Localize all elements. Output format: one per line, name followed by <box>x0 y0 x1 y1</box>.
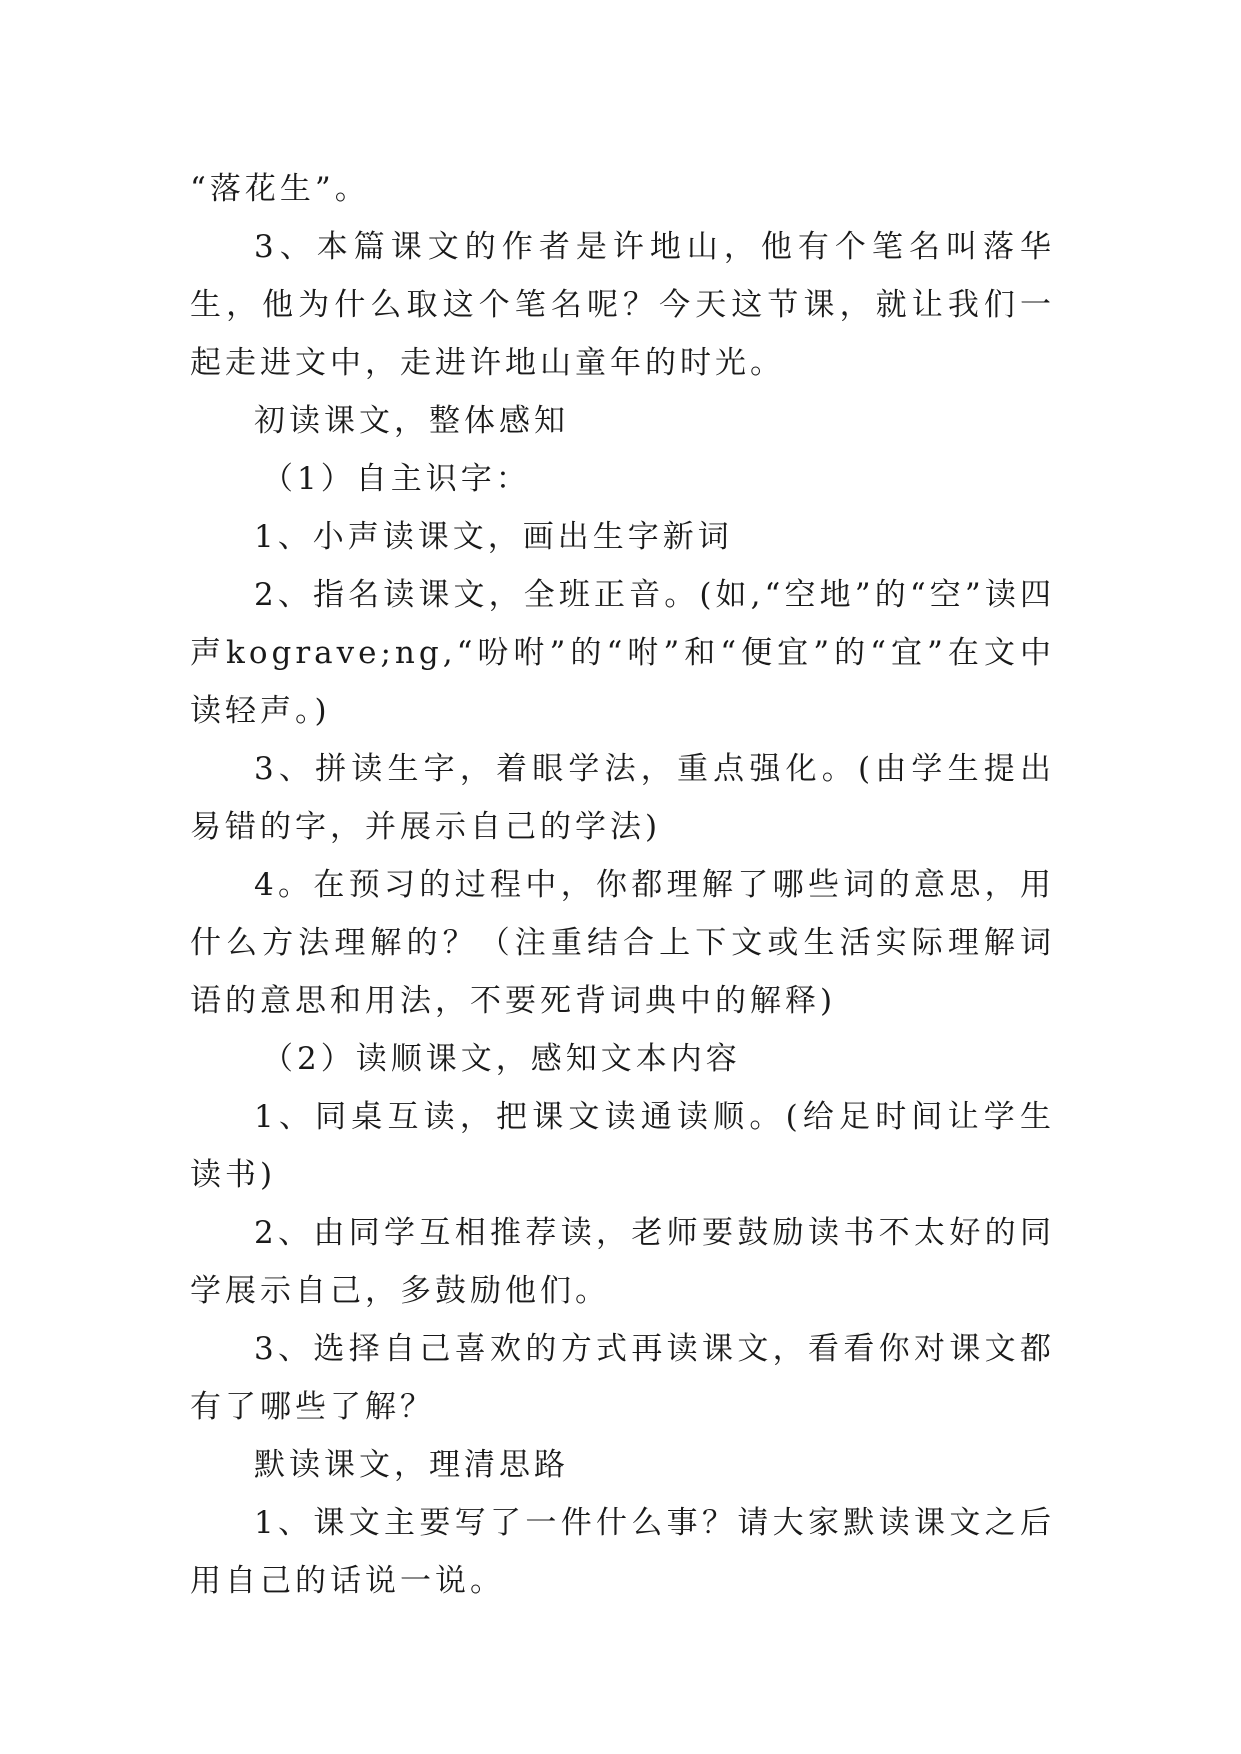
paragraph-step-1-4: 4。在预习的过程中，你都理解了哪些词的意思，用什么方法理解的？（注重结合上下文或生活实际理解词语的意思和用法，不要死背词典中的解释) <box>190 867 1055 1019</box>
document-body <box>190 160 1055 1610</box>
subheading-read-smoothly: （2）读顺课文，感知文本内容 <box>262 1041 741 1077</box>
section-heading-first-read: 初读课文，整体感知 <box>254 403 569 439</box>
subheading-self-literacy: （1）自主识字： <box>262 461 531 497</box>
paragraph-intro-3: 3、本篇课文的作者是许地山，他有个笔名叫落华生，他为什么取这个笔名呢？今天这节课，就让我们一起走进文中，走进许地山童年的时光。 <box>190 229 1055 381</box>
paragraph-continuation: “落花生”。 <box>190 171 370 207</box>
paragraph-step-1-3: 3、拼读生字，着眼学法，重点强化。(由学生提出易错的字，并展示自己的学法) <box>190 751 1055 845</box>
paragraph-step-1-1: 1、小声读课文，画出生字新词 <box>254 519 733 555</box>
paragraph-step-2-1: 1、同桌互读，把课文读通读顺。(给足时间让学生读书) <box>190 1099 1055 1193</box>
paragraph-step-3-1: 1、课文主要写了一件什么事？请大家默读课文之后用自己的话说一说。 <box>190 1505 1055 1599</box>
paragraph-step-2-2: 2、由同学互相推荐读，老师要鼓励读书不太好的同学展示自己，多鼓励他们。 <box>190 1215 1055 1309</box>
paragraph-step-2-3: 3、选择自己喜欢的方式再读课文，看看你对课文都有了哪些了解？ <box>190 1331 1055 1425</box>
section-heading-silent-read: 默读课文，理清思路 <box>254 1447 569 1483</box>
paragraph-step-1-2: 2、指名读课文，全班正音。(如,“空地”的“空”读四声kograve;ng,“吩咐”的“咐”和“便宜”的“宜”在文中读轻声。) <box>190 577 1055 729</box>
